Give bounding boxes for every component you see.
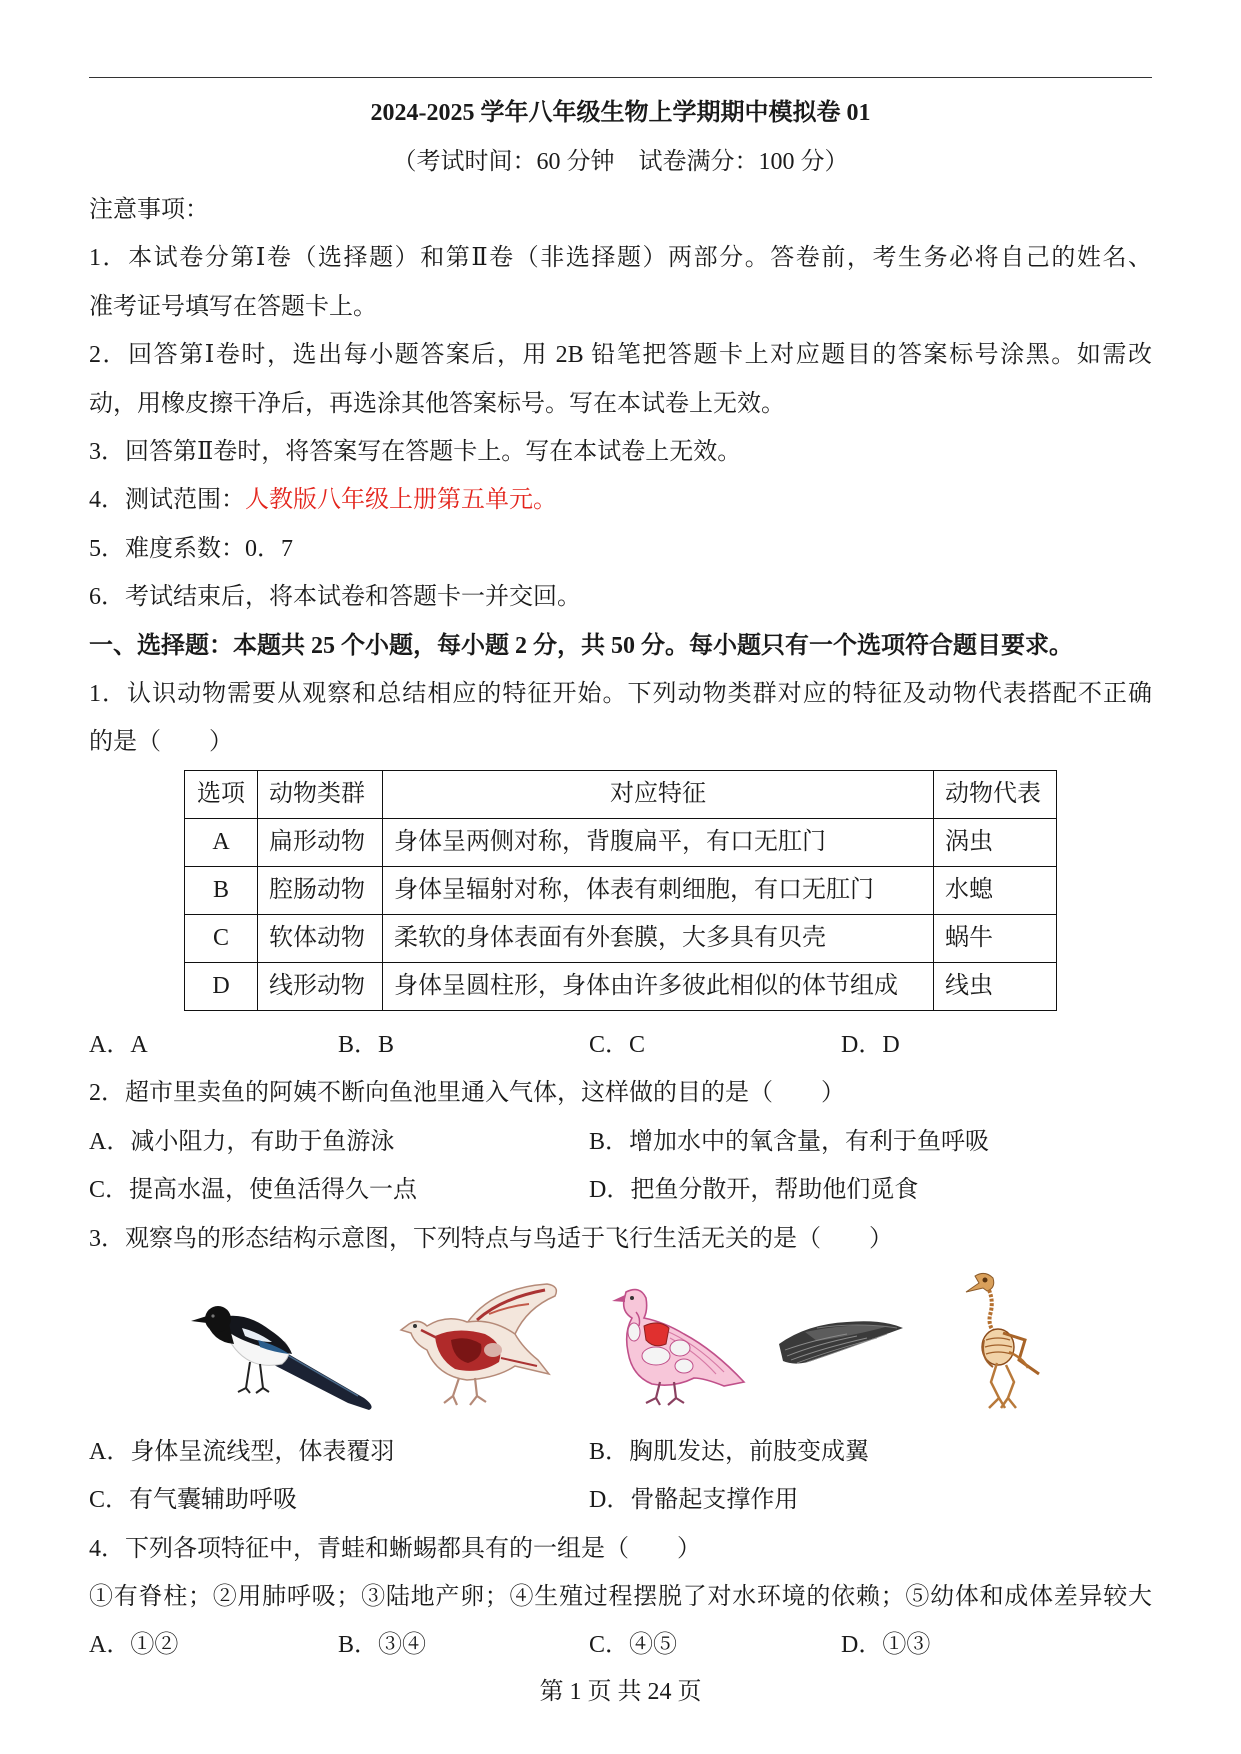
table-cell: 涡虫	[934, 819, 1057, 867]
table-header: 动物类群	[258, 771, 383, 819]
table-cell: 线虫	[934, 963, 1057, 1011]
bird-skeleton-image	[953, 1270, 1045, 1412]
notice-heading: 注意事项：	[89, 197, 209, 223]
table-cell: 线形动物	[258, 963, 383, 1011]
table-cell: 腔肠动物	[258, 867, 383, 915]
notice-scope	[89, 483, 557, 517]
table-cell: D	[185, 963, 258, 1011]
question-stem: 4．下列各项特征中，青蛙和蜥蜴都具有的一组是（ ）	[89, 1536, 701, 1562]
table-cell: A	[185, 819, 258, 867]
table-header: 动物代表	[934, 771, 1057, 819]
notice-line: 1．本试卷分第Ⅰ卷（选择题）和第Ⅱ卷（非选择题）两部分。答卷前，考生务必将自己的姓名、	[89, 245, 1152, 271]
option-d: D．D	[841, 1032, 900, 1058]
scope-label: 4．测试范围：	[89, 487, 245, 513]
table-cell: 蜗牛	[934, 915, 1057, 963]
bird-internal-organs-image	[397, 1278, 562, 1410]
table-cell: 身体呈圆柱形，身体由许多彼此相似的体节组成	[383, 963, 934, 1011]
option-d: D．骨骼起支撑作用	[589, 1487, 799, 1513]
pigeon-air-sac-image	[604, 1282, 748, 1410]
option-c: C．C	[589, 1032, 646, 1058]
question-stem: 1．认识动物需要从观察和总结相应的特征开始。下列动物类群对应的特征及动物代表搭配不正确	[89, 681, 1152, 707]
magpie-image	[188, 1290, 375, 1412]
option-b: B．增加水中的氧含量，有利于鱼呼吸	[589, 1129, 990, 1155]
option-b: B．胸肌发达，前肢变成翼	[589, 1439, 870, 1465]
table-row	[185, 963, 1057, 1011]
table-cell: 柔软的身体表面有外套膜，大多具有贝壳	[383, 915, 934, 963]
table-cell: 扁形动物	[258, 819, 383, 867]
table-cell: B	[185, 867, 258, 915]
notice-line: 3．回答第Ⅱ卷时，将答案写在答题卡上。写在本试卷上无效。	[89, 439, 742, 465]
notice-line: 动，用橡皮擦干净后，再选涂其他答案标号。写在本试卷上无效。	[89, 391, 785, 417]
table-cell: 水螅	[934, 867, 1057, 915]
question-stem: 的是（ ）	[89, 729, 233, 755]
option-b: B．③④	[338, 1632, 427, 1658]
notice-line: 2．回答第Ⅰ卷时，选出每小题答案后，用 2B 铅笔把答题卡上对应题目的答案标号涂黑。如需改	[89, 342, 1152, 368]
bird-wing-image	[777, 1314, 905, 1372]
page-footer: 第 1 页 共 24 页	[539, 1679, 702, 1705]
option-c: C．④⑤	[589, 1632, 678, 1658]
question-stem: 2．超市里卖鱼的阿姨不断向鱼池里通入气体，这样做的目的是（ ）	[89, 1080, 845, 1106]
table-cell: 身体呈两侧对称，背腹扁平，有口无肛门	[383, 819, 934, 867]
table-row	[185, 867, 1057, 915]
option-a: A．①②	[89, 1632, 179, 1658]
option-d: D．①③	[841, 1632, 931, 1658]
option-c: C．有气囊辅助呼吸	[89, 1487, 298, 1513]
question-statements: ①有脊柱；②用肺呼吸；③陆地产卵；④生殖过程摆脱了对水环境的依赖；⑤幼体和成体差异较大	[89, 1584, 1152, 1610]
animal-groups-table	[184, 770, 1057, 1011]
option-a: A．A	[89, 1032, 148, 1058]
scope-value: 人教版八年级上册第五单元。	[245, 487, 557, 513]
header-rule	[89, 77, 1152, 78]
option-a: A．减小阻力，有助于鱼游泳	[89, 1129, 395, 1155]
notice-final: 6．考试结束后，将本试卷和答题卡一并交回。	[89, 584, 581, 610]
option-c: C．提高水温，使鱼活得久一点	[89, 1177, 418, 1203]
table-header-row	[185, 771, 1057, 819]
table-cell: 软体动物	[258, 915, 383, 963]
notice-line: 准考证号填写在答题卡上。	[89, 294, 377, 320]
section-heading: 一、选择题：本题共 25 个小题，每小题 2 分，共 50 分。每小题只有一个选项符合题目要求。	[89, 633, 1073, 659]
option-a: A．身体呈流线型，体表覆羽	[89, 1439, 395, 1465]
table-row	[185, 915, 1057, 963]
exam-info: （考试时间：60 分钟 试卷满分：100 分）	[392, 149, 849, 175]
notice-difficulty: 5．难度系数：0．7	[89, 536, 293, 562]
question-stem: 3．观察鸟的形态结构示意图，下列特点与鸟适于飞行生活无关的是（ ）	[89, 1226, 893, 1252]
table-cell: C	[185, 915, 258, 963]
table-header: 选项	[185, 771, 258, 819]
table-cell: 身体呈辐射对称，体表有刺细胞，有口无肛门	[383, 867, 934, 915]
table-header: 对应特征	[383, 771, 934, 819]
table-row	[185, 819, 1057, 867]
option-d: D．把鱼分散开，帮助他们觅食	[589, 1177, 919, 1203]
option-b: B．B	[338, 1032, 395, 1058]
page-title: 2024-2025 学年八年级生物上学期期中模拟卷 01	[370, 100, 871, 126]
